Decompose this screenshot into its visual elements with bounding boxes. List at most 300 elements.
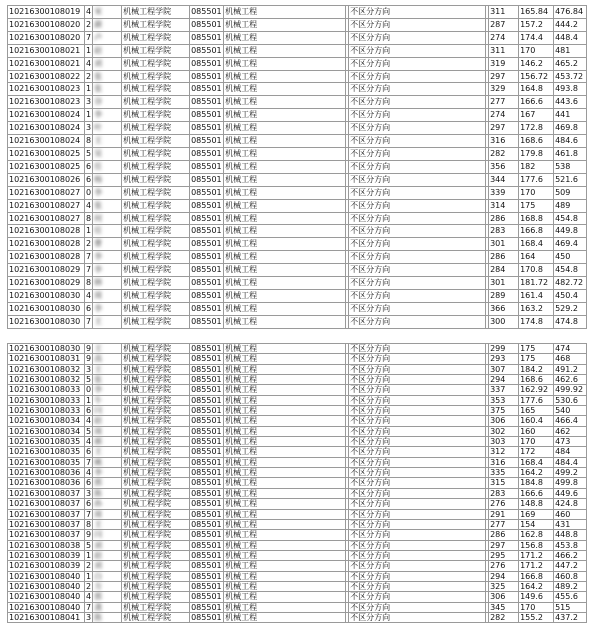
exam-id-cell: 10216300108029	[8, 277, 85, 290]
retest-score-cell: 165	[519, 406, 554, 416]
retest-score-cell: 170	[519, 186, 554, 199]
exam-id-cell: 10216300108021	[8, 57, 85, 70]
table-row	[8, 550, 587, 560]
total-score-cell: 466.4	[554, 416, 587, 426]
table-row	[8, 416, 587, 426]
exam-id-cell: 10216300108034	[8, 426, 85, 436]
direction-cell: 不区分方向	[349, 571, 486, 581]
total-score-cell: 444.2	[554, 18, 587, 31]
direction-cell: 不区分方向	[349, 251, 486, 264]
major-code-cell: 085501	[190, 70, 224, 83]
major-name-cell: 机械工程	[224, 437, 346, 447]
table-row	[8, 315, 587, 328]
major-code-cell: 085501	[191, 488, 222, 498]
exam-id-suffix-cell: 1	[86, 395, 92, 405]
retest-score-cell: 168.8	[519, 212, 554, 225]
exam-id-suffix-cell: 2	[85, 238, 93, 251]
exam-id-suffix-cell: 4	[85, 199, 93, 212]
exam-id-suffix-cell: 2	[86, 561, 92, 571]
initial-score-cell: 289	[489, 289, 519, 302]
exam-id-cell: 10216300108023	[8, 96, 85, 109]
table-row	[8, 478, 587, 488]
school-cell: 机械工程学院	[122, 31, 190, 44]
initial-score-cell: 337	[489, 385, 519, 395]
major-code-cell: 085501	[190, 302, 224, 315]
direction-cell: 不区分方向	[349, 354, 486, 364]
retest-score-cell: 164	[519, 251, 554, 264]
school-cell: 机械工程学院	[122, 264, 190, 277]
initial-score-cell: 314	[489, 199, 519, 212]
major-code-cell: 085501	[190, 147, 224, 160]
exam-id-cell: 10216300108023	[8, 83, 85, 96]
exam-id-suffix-cell: 8	[85, 277, 93, 290]
school-cell: 机械工程学院	[122, 96, 190, 109]
exam-id-cell: 10216300108038	[8, 540, 85, 550]
exam-id-suffix-cell: 7	[85, 31, 93, 44]
major-name-cell: 机械工程	[224, 238, 346, 251]
initial-score-cell: 291	[489, 509, 519, 519]
initial-score-cell: 287	[489, 18, 519, 31]
retest-score-cell: 157.2	[519, 18, 554, 31]
exam-id-cell: 10216300108030	[8, 344, 85, 354]
exam-id-suffix-cell: 6	[85, 160, 93, 173]
exam-id-cell: 10216300108029	[8, 264, 85, 277]
name-cell: 李	[93, 385, 122, 395]
school-cell: 机械工程学院	[122, 395, 190, 405]
exam-id-cell: 10216300108037	[8, 509, 85, 519]
direction-cell: 不区分方向	[349, 447, 486, 457]
exam-id-cell: 10216300108027	[8, 212, 85, 225]
exam-id-cell: 10216300108032	[8, 375, 85, 385]
table-row	[8, 571, 587, 581]
total-score-cell: 453.72	[554, 70, 587, 83]
school-cell: 机械工程学院	[122, 468, 190, 478]
retest-score-cell: 162.8	[519, 530, 554, 540]
major-code-cell: 085501	[190, 225, 224, 238]
table-row	[8, 612, 587, 622]
major-name-cell: 机械工程	[224, 135, 346, 148]
school-cell: 机械工程学院	[122, 602, 190, 612]
direction-cell: 不区分方向	[349, 457, 486, 467]
retest-score-cell: 182	[519, 160, 554, 173]
total-score-cell: 491.2	[554, 364, 587, 374]
name-cell: 高	[93, 354, 122, 364]
direction-cell: 不区分方向	[349, 364, 486, 374]
exam-id-cell: 10216300108040	[8, 602, 85, 612]
total-score-cell: 489.2	[554, 581, 587, 591]
exam-id-suffix-cell: 4	[86, 592, 92, 602]
table-row	[8, 302, 587, 315]
direction-cell: 不区分方向	[349, 519, 486, 529]
table-row	[8, 57, 587, 70]
major-code-cell: 085501	[191, 416, 222, 426]
exam-id-cell: 10216300108034	[8, 416, 85, 426]
initial-score-cell: 276	[489, 561, 519, 571]
school-cell: 机械工程学院	[122, 147, 190, 160]
major-name-cell: 机械工程	[224, 57, 346, 70]
major-name-cell: 机械工程	[224, 147, 346, 160]
major-code-cell: 085501	[190, 173, 224, 186]
school-cell: 机械工程学院	[122, 550, 190, 560]
exam-id-cell: 10216300108028	[8, 225, 85, 238]
major-code-cell: 085501	[191, 447, 222, 457]
name-cell: 颜	[93, 18, 122, 31]
major-code-cell: 085501	[190, 96, 224, 109]
total-score-cell: 447.2	[554, 561, 587, 571]
initial-score-cell: 319	[489, 57, 519, 70]
major-code-cell: 085501	[191, 395, 222, 405]
total-score-cell: 499.8	[554, 478, 587, 488]
initial-score-cell: 375	[489, 406, 519, 416]
total-score-cell: 448.4	[554, 31, 587, 44]
school-cell: 机械工程学院	[122, 509, 190, 519]
exam-id-cell: 10216300108040	[8, 581, 85, 591]
major-name-cell: 机械工程	[224, 83, 346, 96]
major-name-cell: 机械工程	[224, 6, 346, 19]
retest-score-cell: 168.6	[519, 375, 554, 385]
school-cell: 机械工程学院	[122, 354, 190, 364]
exam-id-suffix-cell: 9	[86, 354, 92, 364]
name-cell: 任	[93, 160, 122, 173]
exam-id-suffix-cell: 1	[86, 571, 92, 581]
retest-score-cell: 167	[519, 109, 554, 122]
table-row	[8, 6, 587, 19]
school-cell: 机械工程学院	[122, 6, 190, 19]
total-score-cell: 476.84	[554, 6, 587, 19]
direction-cell: 不区分方向	[349, 385, 486, 395]
exam-id-suffix-cell: 7	[86, 509, 92, 519]
major-name-cell: 机械工程	[224, 96, 346, 109]
direction-cell: 不区分方向	[349, 186, 486, 199]
table-row	[8, 70, 587, 83]
exam-id-suffix-cell: 4	[86, 416, 92, 426]
exam-id-cell: 10216300108020	[8, 31, 85, 44]
initial-score-cell: 316	[489, 135, 519, 148]
table-row	[8, 406, 587, 416]
school-cell: 机械工程学院	[122, 344, 190, 354]
major-code-cell: 085501	[190, 57, 224, 70]
initial-score-cell: 329	[489, 83, 519, 96]
school-cell: 机械工程学院	[122, 212, 190, 225]
table-row	[8, 592, 587, 602]
major-code-cell: 085501	[191, 581, 222, 591]
initial-score-cell: 335	[489, 468, 519, 478]
initial-score-cell: 311	[489, 44, 519, 57]
major-code-cell: 085501	[191, 592, 222, 602]
retest-score-cell: 177.6	[519, 173, 554, 186]
exam-id-suffix-cell: 8	[85, 135, 93, 148]
table-row	[8, 31, 587, 44]
total-score-cell: 540	[554, 406, 587, 416]
table-row	[8, 426, 587, 436]
name-cell: 韩	[93, 277, 122, 290]
total-score-cell: 431	[554, 519, 587, 529]
exam-id-cell: 10216300108033	[8, 385, 85, 395]
name-cell: 郭	[93, 592, 122, 602]
school-cell: 机械工程学院	[122, 385, 190, 395]
major-code-cell: 085501	[190, 109, 224, 122]
total-score-cell: 460.8	[554, 571, 587, 581]
major-code-cell: 085501	[190, 44, 224, 57]
exam-id-cell: 10216300108039	[8, 550, 85, 560]
major-name-cell: 机械工程	[224, 478, 346, 488]
direction-cell: 不区分方向	[349, 550, 486, 560]
exam-id-suffix-cell: 3	[86, 488, 92, 498]
initial-score-cell: 297	[489, 122, 519, 135]
direction-cell: 不区分方向	[349, 96, 486, 109]
initial-score-cell: 306	[489, 416, 519, 426]
retest-score-cell: 181.72	[519, 277, 554, 290]
retest-score-cell: 168.4	[519, 457, 554, 467]
school-cell: 机械工程学院	[122, 571, 190, 581]
initial-score-cell: 302	[489, 426, 519, 436]
direction-cell: 不区分方向	[349, 302, 486, 315]
major-name-cell: 机械工程	[224, 468, 346, 478]
direction-cell: 不区分方向	[349, 561, 486, 571]
major-name-cell: 机械工程	[224, 264, 346, 277]
direction-cell: 不区分方向	[349, 289, 486, 302]
exam-id-cell: 10216300108033	[8, 395, 85, 405]
initial-score-cell: 286	[489, 251, 519, 264]
major-code-cell: 085501	[190, 18, 224, 31]
school-cell: 机械工程学院	[122, 135, 190, 148]
total-score-cell: 454.8	[554, 212, 587, 225]
total-score-cell: 424.8	[554, 499, 587, 509]
table-row	[8, 561, 587, 571]
initial-score-cell: 283	[489, 488, 519, 498]
direction-cell: 不区分方向	[349, 602, 486, 612]
direction-cell: 不区分方向	[349, 6, 486, 19]
name-cell: 王	[93, 135, 122, 148]
direction-cell: 不区分方向	[349, 540, 486, 550]
name-cell: 王	[93, 364, 122, 374]
direction-cell: 不区分方向	[349, 31, 486, 44]
name-cell: 姚	[93, 457, 122, 467]
exam-id-cell: 10216300108040	[8, 571, 85, 581]
initial-score-cell: 277	[489, 96, 519, 109]
exam-id-suffix-cell: 1	[85, 83, 93, 96]
direction-cell: 不区分方向	[349, 173, 486, 186]
total-score-cell: 450	[554, 251, 587, 264]
school-cell: 机械工程学院	[122, 122, 190, 135]
school-cell: 机械工程学院	[122, 238, 190, 251]
name-cell: 杨	[93, 173, 122, 186]
direction-cell: 不区分方向	[349, 44, 486, 57]
major-name-cell: 机械工程	[224, 561, 346, 571]
table-row	[8, 375, 587, 385]
school-cell: 机械工程学院	[122, 488, 190, 498]
retest-score-cell: 170	[519, 437, 554, 447]
table-row	[8, 581, 587, 591]
major-name-cell: 机械工程	[224, 550, 346, 560]
table-row	[8, 354, 587, 364]
major-code-cell: 085501	[191, 385, 222, 395]
major-name-cell: 机械工程	[224, 592, 346, 602]
table-row	[8, 225, 587, 238]
major-name-cell: 机械工程	[224, 160, 346, 173]
exam-id-suffix-cell: 1	[85, 109, 93, 122]
school-cell: 机械工程学院	[122, 499, 190, 509]
total-score-cell: 529.2	[554, 302, 587, 315]
major-code-cell: 085501	[190, 186, 224, 199]
direction-cell: 不区分方向	[349, 426, 486, 436]
initial-score-cell: 345	[489, 602, 519, 612]
school-cell: 机械工程学院	[122, 375, 190, 385]
exam-id-cell: 10216300108035	[8, 447, 85, 457]
initial-score-cell: 339	[489, 186, 519, 199]
name-cell: 张	[93, 83, 122, 96]
name-cell: 赵	[93, 416, 122, 426]
major-code-cell: 085501	[190, 199, 224, 212]
name-cell: 曹	[93, 238, 122, 251]
retest-score-cell: 184.8	[519, 478, 554, 488]
initial-score-cell: 294	[489, 375, 519, 385]
retest-score-cell: 166.8	[519, 225, 554, 238]
retest-score-cell: 166.6	[519, 96, 554, 109]
exam-id-cell: 10216300108032	[8, 364, 85, 374]
retest-score-cell: 165.84	[519, 6, 554, 19]
exam-id-suffix-cell: 4	[86, 437, 92, 447]
initial-score-cell: 356	[489, 160, 519, 173]
direction-cell: 不区分方向	[349, 135, 486, 148]
name-cell: 刘	[93, 561, 122, 571]
major-code-cell: 085501	[190, 277, 224, 290]
direction-cell: 不区分方向	[349, 437, 486, 447]
total-score-cell: 474.8	[554, 315, 587, 328]
exam-id-suffix-cell: 7	[86, 602, 92, 612]
major-code-cell: 085501	[190, 264, 224, 277]
major-code-cell: 085501	[191, 509, 222, 519]
total-score-cell: 489	[554, 199, 587, 212]
initial-score-cell: 325	[489, 581, 519, 591]
total-score-cell: 484.4	[554, 457, 587, 467]
direction-cell: 不区分方向	[349, 406, 486, 416]
total-score-cell: 493.8	[554, 83, 587, 96]
total-score-cell: 469.8	[554, 122, 587, 135]
table-row	[8, 395, 587, 405]
table-row	[8, 437, 587, 447]
direction-cell: 不区分方向	[349, 488, 486, 498]
major-name-cell: 机械工程	[224, 44, 346, 57]
major-code-cell: 085501	[191, 499, 222, 509]
initial-score-cell: 303	[489, 437, 519, 447]
initial-score-cell: 366	[489, 302, 519, 315]
major-code-cell: 085501	[191, 468, 222, 478]
major-name-cell: 机械工程	[224, 375, 346, 385]
table-row	[8, 364, 587, 374]
retest-score-cell: 170	[519, 602, 554, 612]
table-row	[8, 447, 587, 457]
school-cell: 机械工程学院	[122, 581, 190, 591]
total-score-cell: 473	[554, 437, 587, 447]
school-cell: 机械工程学院	[122, 18, 190, 31]
major-code-cell: 085501	[190, 135, 224, 148]
major-name-cell: 机械工程	[224, 109, 346, 122]
name-cell: 赵	[93, 44, 122, 57]
school-cell: 机械工程学院	[122, 289, 190, 302]
major-name-cell: 机械工程	[224, 122, 346, 135]
major-code-cell: 085501	[191, 478, 222, 488]
direction-cell: 不区分方向	[349, 122, 486, 135]
exam-id-cell: 10216300108027	[8, 199, 85, 212]
name-cell: 李	[93, 468, 122, 478]
school-cell: 机械工程学院	[122, 225, 190, 238]
retest-score-cell: 149.6	[519, 592, 554, 602]
name-cell: 王	[93, 315, 122, 328]
major-code-cell: 085501	[191, 612, 222, 622]
direction-cell: 不区分方向	[349, 225, 486, 238]
exam-id-suffix-cell: 6	[86, 499, 92, 509]
direction-cell: 不区分方向	[349, 70, 486, 83]
total-score-cell: 482.72	[554, 277, 587, 290]
major-name-cell: 机械工程	[224, 457, 346, 467]
exam-id-cell: 10216300108025	[8, 147, 85, 160]
table-row	[8, 344, 587, 354]
direction-cell: 不区分方向	[349, 509, 486, 519]
initial-score-cell: 311	[489, 6, 519, 19]
direction-cell: 不区分方向	[349, 375, 486, 385]
exam-id-cell: 10216300108037	[8, 499, 85, 509]
exam-id-cell: 10216300108024	[8, 122, 85, 135]
total-score-cell: 515	[554, 602, 587, 612]
school-cell: 机械工程学院	[122, 426, 190, 436]
major-name-cell: 机械工程	[224, 212, 346, 225]
major-code-cell: 085501	[191, 571, 222, 581]
retest-score-cell: 156.8	[519, 540, 554, 550]
name-cell: 卢	[93, 31, 122, 44]
total-score-cell: 443.6	[554, 96, 587, 109]
major-name-cell: 机械工程	[224, 70, 346, 83]
major-name-cell: 机械工程	[224, 315, 346, 328]
total-score-cell: 437.2	[554, 612, 587, 622]
exam-id-cell: 10216300108037	[8, 488, 85, 498]
table-row	[8, 277, 587, 290]
major-name-cell: 机械工程	[224, 31, 346, 44]
major-name-cell: 机械工程	[224, 488, 346, 498]
major-code-cell: 085501	[190, 251, 224, 264]
initial-score-cell: 353	[489, 395, 519, 405]
direction-cell: 不区分方向	[349, 147, 486, 160]
exam-id-suffix-cell: 3	[85, 122, 93, 135]
exam-id-cell: 10216300108030	[8, 289, 85, 302]
table-row	[8, 160, 587, 173]
initial-score-cell: 300	[489, 315, 519, 328]
admission-table-2	[7, 343, 587, 623]
exam-id-cell: 10216300108024	[8, 135, 85, 148]
major-name-cell: 机械工程	[224, 364, 346, 374]
exam-id-suffix-cell: 1	[86, 550, 92, 560]
total-score-cell: 450.4	[554, 289, 587, 302]
initial-score-cell: 274	[489, 109, 519, 122]
initial-score-cell: 282	[489, 612, 519, 622]
direction-cell: 不区分方向	[349, 212, 486, 225]
exam-id-suffix-cell: 2	[85, 70, 93, 83]
name-cell: 任	[93, 225, 122, 238]
initial-score-cell: 282	[489, 147, 519, 160]
school-cell: 机械工程学院	[122, 70, 190, 83]
major-name-cell: 机械工程	[224, 186, 346, 199]
name-cell: 周	[93, 509, 122, 519]
total-score-cell: 468	[554, 354, 587, 364]
retest-score-cell: 164.2	[519, 468, 554, 478]
initial-score-cell: 276	[489, 499, 519, 509]
retest-score-cell: 171.2	[519, 550, 554, 560]
direction-cell: 不区分方向	[349, 264, 486, 277]
name-cell: 李	[93, 302, 122, 315]
initial-score-cell: 293	[489, 354, 519, 364]
name-cell: 李	[93, 186, 122, 199]
major-code-cell: 085501	[191, 344, 222, 353]
